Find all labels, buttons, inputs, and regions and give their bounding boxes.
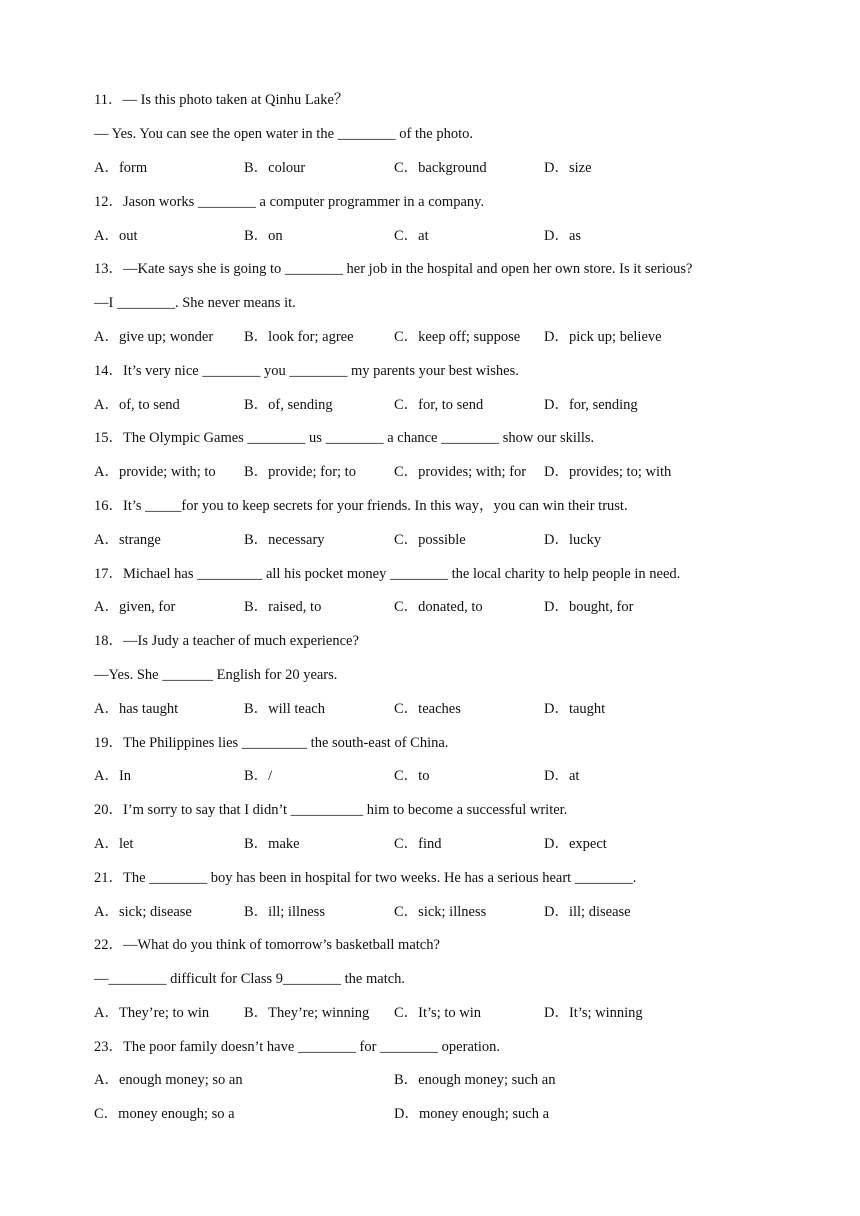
question-11-option-d: D．size <box>544 160 592 176</box>
question-22-stem-line-2: —________ difficult for Class 9________ the match. <box>94 971 406 987</box>
question-13-stem-line-2: —I ________. She never means it. <box>94 295 296 311</box>
question-22-option-a: A．They’re; to win <box>94 1005 210 1021</box>
question-19-option-a: A．In <box>94 768 132 784</box>
question-19-stem-line-1: 19．The Philippines lies _________ the south-east of China. <box>94 735 449 751</box>
question-18-options <box>94 699 794 719</box>
question-12-option-b: B．on <box>244 228 283 244</box>
question-22-options <box>94 1003 794 1023</box>
question-19-option-c: C．to <box>394 768 430 784</box>
question-22-option-c: C．It’s; to win <box>394 1005 482 1021</box>
question-18-stem-line-1: 18．—Is Judy a teacher of much experience? <box>94 633 359 649</box>
question-15-options <box>94 462 794 482</box>
question-15-stem-line-1: 15．The Olympic Games ________ us ________ a chance ________ show our skills. <box>94 430 595 446</box>
question-15-option-d: D．provides; to; with <box>544 464 672 480</box>
question-19-option-d: D．at <box>544 768 580 784</box>
question-22-stem-line-1: 22．—What do you think of tomorrow’s basketball match? <box>94 937 440 953</box>
question-23-option-b: B．enough money; such an <box>394 1072 556 1088</box>
question-13-option-d: D．pick up; believe <box>544 329 662 345</box>
question-17-option-d: D．bought, for <box>544 599 634 615</box>
question-15-option-c: C．provides; with; for <box>394 464 527 480</box>
question-20-option-b: B．make <box>244 836 300 852</box>
question-12-options <box>94 226 794 246</box>
question-21-option-c: C．sick; illness <box>394 904 487 920</box>
question-15-option-b: B．provide; for; to <box>244 464 356 480</box>
question-11-stem-line-2: — Yes. You can see the open water in the ________ of the photo. <box>94 126 473 142</box>
question-13-option-c: C．keep off; suppose <box>394 329 521 345</box>
question-14-stem-line-1: 14．It’s very nice ________ you ________ my parents your best wishes. <box>94 363 519 379</box>
question-18-option-d: D．taught <box>544 701 606 717</box>
question-20-options <box>94 834 794 854</box>
question-12-option-a: A．out <box>94 228 138 244</box>
question-23-options-row-2 <box>94 1104 794 1124</box>
question-11-option-a: A．form <box>94 160 148 176</box>
question-16-stem-line-1: 16．It’s _____for you to keep secrets for your friends. In this way，you can win their trust. <box>94 498 628 514</box>
question-20-option-c: C．find <box>394 836 442 852</box>
question-12-option-d: D．as <box>544 228 582 244</box>
question-20-option-d: D．expect <box>544 836 607 852</box>
question-18-option-c: C．teaches <box>394 701 461 717</box>
question-16-option-b: B．necessary <box>244 532 325 548</box>
question-11-stem-line-1: 11．— Is this photo taken at Qinhu Lake？ <box>94 92 349 108</box>
question-13-options <box>94 327 794 347</box>
question-11-option-b: B．colour <box>244 160 306 176</box>
question-20-stem-line-1: 20．I’m sorry to say that I didn’t __________ him to become a successful writer. <box>94 802 568 818</box>
question-17-option-a: A．given, for <box>94 599 176 615</box>
question-14-options <box>94 395 794 415</box>
question-14-option-b: B．of, sending <box>244 397 333 413</box>
question-23-stem-line-1: 23．The poor family doesn’t have ________ for ________ operation. <box>94 1039 501 1055</box>
question-18-option-a: A．has taught <box>94 701 179 717</box>
question-21-options <box>94 902 794 922</box>
question-11-option-c: C．background <box>394 160 487 176</box>
question-12-option-c: C．at <box>394 228 429 244</box>
question-14-option-c: C．for, to send <box>394 397 484 413</box>
question-21-option-a: A．sick; disease <box>94 904 192 920</box>
question-18-stem-line-2: —Yes. She _______ English for 20 years. <box>94 667 338 683</box>
question-19-options <box>94 766 794 786</box>
question-16-options <box>94 530 794 550</box>
question-22-option-b: B．They’re; winning <box>244 1005 370 1021</box>
question-16-option-c: C．possible <box>394 532 466 548</box>
question-12-stem-line-1: 12．Jason works ________ a computer programmer in a company. <box>94 194 485 210</box>
question-14-option-d: D．for, sending <box>544 397 638 413</box>
question-19-option-b: B．/ <box>244 768 273 784</box>
question-13-option-a: A．give up; wonder <box>94 329 214 345</box>
question-23-option-d: D．money enough; such a <box>394 1106 550 1122</box>
question-15-option-a: A．provide; with; to <box>94 464 216 480</box>
question-23-option-c: C．money enough; so a <box>94 1106 235 1122</box>
question-22-option-d: D．It’s; winning <box>544 1005 643 1021</box>
question-21-option-d: D．ill; disease <box>544 904 631 920</box>
question-13-option-b: B．look for; agree <box>244 329 354 345</box>
question-14-option-a: A．of, to send <box>94 397 180 413</box>
question-21-option-b: B．ill; illness <box>244 904 325 920</box>
question-17-option-b: B．raised, to <box>244 599 322 615</box>
question-21-stem-line-1: 21．The ________ boy has been in hospital for two weeks. He has a serious heart ________. <box>94 870 637 886</box>
question-17-stem-line-1: 17．Michael has _________ all his pocket money ________ the local charity to help people in need. <box>94 566 681 582</box>
question-16-option-a: A．strange <box>94 532 161 548</box>
question-17-options <box>94 597 794 617</box>
question-11-options <box>94 158 794 178</box>
question-18-option-b: B．will teach <box>244 701 325 717</box>
question-13-stem-line-1: 13．—Kate says she is going to ________ her job in the hospital and open her own store. Is it serious? <box>94 261 693 277</box>
question-20-option-a: A．let <box>94 836 134 852</box>
question-17-option-c: C．donated, to <box>394 599 483 615</box>
question-23-options-row-1 <box>94 1070 794 1090</box>
question-23-option-a: A．enough money; so an <box>94 1072 243 1088</box>
question-16-option-d: D．lucky <box>544 532 602 548</box>
